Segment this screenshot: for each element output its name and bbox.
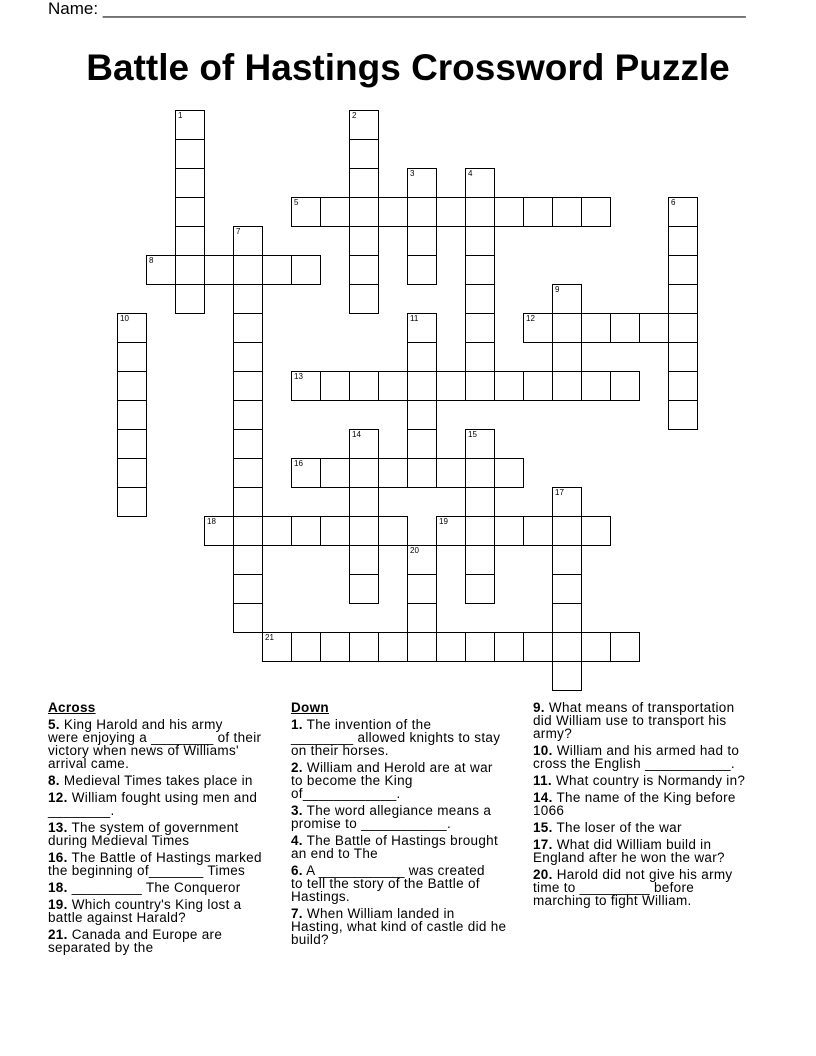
grid-cell xyxy=(668,371,698,401)
grid-cell xyxy=(494,632,524,662)
cell-number-label: 4 xyxy=(468,169,473,178)
cell-number-label: 7 xyxy=(236,227,241,236)
grid-cell xyxy=(349,255,379,285)
across-clue xyxy=(48,928,262,954)
cell-number-label: 18 xyxy=(207,517,216,526)
grid-cell xyxy=(233,487,263,517)
grid-cell xyxy=(552,313,582,343)
grid-cell xyxy=(204,255,234,285)
grid-cell xyxy=(146,255,176,285)
grid-cell xyxy=(523,516,553,546)
cell-number-label: 17 xyxy=(555,488,564,497)
grid-cell xyxy=(407,603,437,633)
grid-cell xyxy=(552,197,582,227)
grid-cell xyxy=(494,516,524,546)
page-title: Battle of Hastings Crossword Puzzle xyxy=(86,47,730,88)
grid-cell xyxy=(320,516,350,546)
grid-cell xyxy=(465,226,495,256)
down-clue xyxy=(291,834,506,860)
grid-cell xyxy=(349,458,379,488)
grid-cell xyxy=(349,516,379,546)
clue-text: The Battle of Hastings marked the beginning of_______ Times xyxy=(48,850,262,878)
clue-number: 11. xyxy=(533,773,552,788)
across-clue xyxy=(48,791,262,817)
grid-cell xyxy=(552,661,582,691)
clue-text: The invention of the ________ allowed knights to stay on their horses. xyxy=(291,717,501,758)
grid-cell xyxy=(407,429,437,459)
grid-cell xyxy=(581,516,611,546)
grid-cell xyxy=(233,545,263,575)
grid-cell xyxy=(117,313,147,343)
grid-cell xyxy=(523,632,553,662)
grid-cell xyxy=(175,226,205,256)
down-clue xyxy=(291,718,506,757)
grid-cell xyxy=(233,255,263,285)
clue-text: William and Herold are at war to become the King of____________. xyxy=(291,760,493,801)
grid-cell xyxy=(552,487,582,517)
grid-cell xyxy=(117,429,147,459)
cell-number-label: 11 xyxy=(410,314,419,323)
grid-cell xyxy=(175,197,205,227)
grid-cell xyxy=(175,284,205,314)
down-clue xyxy=(533,821,745,834)
grid-cell xyxy=(233,313,263,343)
cell-number-label: 15 xyxy=(468,430,477,439)
grid-cell xyxy=(320,632,350,662)
down-heading: Down xyxy=(291,700,329,715)
crossword-grid xyxy=(117,110,698,691)
cell-number-label: 1 xyxy=(178,111,183,120)
grid-cell xyxy=(378,197,408,227)
grid-cell xyxy=(378,371,408,401)
grid-cell xyxy=(291,255,321,285)
cell-number-label: 2 xyxy=(352,111,357,120)
grid-cell xyxy=(349,545,379,575)
across-heading: Across xyxy=(48,700,96,715)
down-clue xyxy=(291,907,506,946)
grid-cell xyxy=(349,284,379,314)
grid-cell xyxy=(465,342,495,372)
clue-text: The name of the King before 1066 xyxy=(533,790,736,818)
grid-cell xyxy=(349,487,379,517)
grid-cell xyxy=(117,400,147,430)
grid-cell xyxy=(552,574,582,604)
grid-cell xyxy=(407,313,437,343)
clue-text: William and his armed had to cross the English ___________. xyxy=(533,743,740,771)
cell-number-label: 20 xyxy=(410,546,419,555)
grid-cell xyxy=(262,255,292,285)
clue-text: The system of government during Medieval Times xyxy=(48,820,239,848)
grid-cell xyxy=(407,400,437,430)
grid-cell xyxy=(204,516,234,546)
grid-cell xyxy=(233,342,263,372)
grid-cell xyxy=(523,371,553,401)
across-clue xyxy=(48,718,262,770)
down-clue xyxy=(533,838,745,864)
across-clue xyxy=(48,851,262,877)
grid-cell xyxy=(668,197,698,227)
clue-text: The Battle of Hastings brought an end to The xyxy=(291,833,499,861)
grid-cell xyxy=(291,371,321,401)
grid-cell xyxy=(465,429,495,459)
clue-number: 20. xyxy=(533,867,553,882)
grid-cell xyxy=(407,226,437,256)
name-label: Name: xyxy=(48,0,99,18)
down-clue xyxy=(291,864,506,903)
grid-cell xyxy=(552,545,582,575)
grid-cell xyxy=(233,603,263,633)
grid-cell xyxy=(262,632,292,662)
grid-cell xyxy=(494,197,524,227)
grid-cell xyxy=(175,168,205,198)
clue-number: 8. xyxy=(48,773,60,788)
grid-cell xyxy=(465,516,495,546)
clue-number: 14. xyxy=(533,790,553,805)
grid-cell xyxy=(233,458,263,488)
clue-number: 9. xyxy=(533,700,545,715)
down-clues-continued xyxy=(533,701,745,911)
clue-number: 15. xyxy=(533,820,553,835)
down-clue xyxy=(533,744,745,770)
grid-cell xyxy=(407,342,437,372)
clue-text: The word allegiance means a promise to ___________. xyxy=(291,803,492,831)
grid-cell xyxy=(407,197,437,227)
clue-number: 17. xyxy=(533,837,553,852)
grid-cell xyxy=(465,284,495,314)
down-clues xyxy=(291,701,506,950)
cell-number-label: 14 xyxy=(352,430,361,439)
grid-cell xyxy=(581,632,611,662)
grid-cell xyxy=(320,371,350,401)
clue-number: 6. xyxy=(291,863,303,878)
grid-cell xyxy=(117,487,147,517)
grid-cell xyxy=(668,255,698,285)
grid-cell xyxy=(291,197,321,227)
grid-cell xyxy=(465,545,495,575)
clue-number: 18. xyxy=(48,880,68,895)
grid-cell xyxy=(349,574,379,604)
grid-cell xyxy=(349,226,379,256)
clue-number: 19. xyxy=(48,897,68,912)
clue-number: 2. xyxy=(291,760,303,775)
grid-cell xyxy=(349,197,379,227)
name-line xyxy=(48,0,746,18)
grid-cell xyxy=(581,313,611,343)
clue-number: 13. xyxy=(48,820,68,835)
grid-cell xyxy=(552,632,582,662)
grid-cell xyxy=(233,226,263,256)
grid-cell xyxy=(291,516,321,546)
down-clue xyxy=(291,804,506,830)
grid-cell xyxy=(349,632,379,662)
clue-text: King Harold and his army were enjoying a ________ of their victory when news of Williams' arrival came. xyxy=(48,717,262,771)
down-clue xyxy=(533,791,745,817)
grid-cell xyxy=(668,226,698,256)
cell-number-label: 10 xyxy=(120,314,129,323)
cell-number-label: 13 xyxy=(294,372,303,381)
clue-number: 1. xyxy=(291,717,303,732)
grid-cell xyxy=(262,516,292,546)
grid-cell xyxy=(465,632,495,662)
clue-text: What means of transportation did William use to transport his army? xyxy=(533,700,735,741)
grid-cell xyxy=(494,371,524,401)
across-clue xyxy=(48,898,262,924)
grid-cell xyxy=(581,197,611,227)
grid-cell xyxy=(465,487,495,517)
down-clue xyxy=(291,761,506,800)
clue-number: 16. xyxy=(48,850,68,865)
cell-number-label: 5 xyxy=(294,198,299,207)
grid-cell xyxy=(349,371,379,401)
name-blank-line: ____________________________________________________________________ xyxy=(102,0,746,18)
clue-text: What country is Normandy in? xyxy=(556,773,746,788)
grid-cell xyxy=(349,168,379,198)
grid-cell xyxy=(436,458,466,488)
clue-number: 10. xyxy=(533,743,553,758)
grid-cell xyxy=(349,110,379,140)
grid-cell xyxy=(291,458,321,488)
across-clue xyxy=(48,774,262,787)
grid-cell xyxy=(407,545,437,575)
clue-text: _________ The Conqueror xyxy=(71,880,241,895)
grid-cell xyxy=(465,371,495,401)
clue-number: 3. xyxy=(291,803,303,818)
cell-number-label: 6 xyxy=(671,198,676,207)
grid-cell xyxy=(465,168,495,198)
grid-cell xyxy=(233,516,263,546)
clue-number: 4. xyxy=(291,833,303,848)
grid-cell xyxy=(436,516,466,546)
grid-cell xyxy=(117,458,147,488)
grid-cell xyxy=(436,371,466,401)
grid-cell xyxy=(407,458,437,488)
cell-number-label: 21 xyxy=(265,633,274,642)
cell-number-label: 3 xyxy=(410,169,415,178)
grid-cell xyxy=(552,516,582,546)
clue-text: William fought using men and ________. xyxy=(48,790,258,818)
grid-cell xyxy=(407,574,437,604)
grid-cell xyxy=(349,429,379,459)
grid-cell xyxy=(639,313,669,343)
grid-cell xyxy=(117,342,147,372)
grid-cell xyxy=(320,197,350,227)
down-clue xyxy=(533,868,745,907)
grid-cell xyxy=(378,516,408,546)
grid-cell xyxy=(523,313,553,343)
grid-cell xyxy=(668,400,698,430)
grid-cell xyxy=(233,284,263,314)
grid-cell xyxy=(465,574,495,604)
grid-cell xyxy=(465,313,495,343)
grid-cell xyxy=(378,632,408,662)
clue-text: The loser of the war xyxy=(556,820,682,835)
grid-cell xyxy=(668,342,698,372)
cell-number-label: 19 xyxy=(439,517,448,526)
grid-cell xyxy=(436,632,466,662)
grid-cell xyxy=(175,139,205,169)
grid-cell xyxy=(233,429,263,459)
clue-number: 5. xyxy=(48,717,60,732)
grid-cell xyxy=(407,168,437,198)
cell-number-label: 12 xyxy=(526,314,535,323)
clue-text: Which country's King lost a battle against Harald? xyxy=(48,897,242,925)
across-clue xyxy=(48,821,262,847)
clue-number: 7. xyxy=(291,906,303,921)
grid-cell xyxy=(407,371,437,401)
across-clue xyxy=(48,881,262,894)
across-clues xyxy=(48,701,262,958)
clue-text: What did William build in England after he won the war? xyxy=(533,837,725,865)
clue-text: Canada and Europe are separated by the xyxy=(48,927,223,955)
clue-text: Harold did not give his army time to _________ before marching to fight William. xyxy=(533,867,733,908)
grid-cell xyxy=(175,255,205,285)
grid-cell xyxy=(465,197,495,227)
down-clue xyxy=(533,774,745,787)
grid-cell xyxy=(320,458,350,488)
cell-number-label: 9 xyxy=(555,285,560,294)
grid-cell xyxy=(523,197,553,227)
down-clue xyxy=(533,701,745,740)
grid-cell xyxy=(233,371,263,401)
grid-cell xyxy=(552,371,582,401)
grid-cell xyxy=(494,458,524,488)
grid-cell xyxy=(349,139,379,169)
grid-cell xyxy=(291,632,321,662)
cell-number-label: 16 xyxy=(294,459,303,468)
grid-cell xyxy=(465,458,495,488)
clue-text: Medieval Times takes place in xyxy=(63,773,253,788)
grid-cell xyxy=(552,603,582,633)
grid-cell xyxy=(175,110,205,140)
grid-cell xyxy=(233,400,263,430)
grid-cell xyxy=(233,574,263,604)
grid-cell xyxy=(610,371,640,401)
grid-cell xyxy=(378,458,408,488)
cell-number-label: 8 xyxy=(149,256,154,265)
clue-number: 12. xyxy=(48,790,68,805)
grid-cell xyxy=(581,371,611,401)
grid-cell xyxy=(407,255,437,285)
grid-cell xyxy=(610,632,640,662)
clue-text: A ___________ was created to tell the story of the Battle of Hastings. xyxy=(291,863,485,904)
grid-cell xyxy=(117,371,147,401)
grid-cell xyxy=(668,313,698,343)
grid-cell xyxy=(552,342,582,372)
grid-cell xyxy=(407,632,437,662)
grid-cell xyxy=(465,255,495,285)
grid-cell xyxy=(668,284,698,314)
grid-cell xyxy=(610,313,640,343)
grid-cell xyxy=(552,284,582,314)
clue-number: 21. xyxy=(48,927,68,942)
clue-text: When William landed in Hasting, what kind of castle did he build? xyxy=(291,906,507,947)
grid-cell xyxy=(436,197,466,227)
